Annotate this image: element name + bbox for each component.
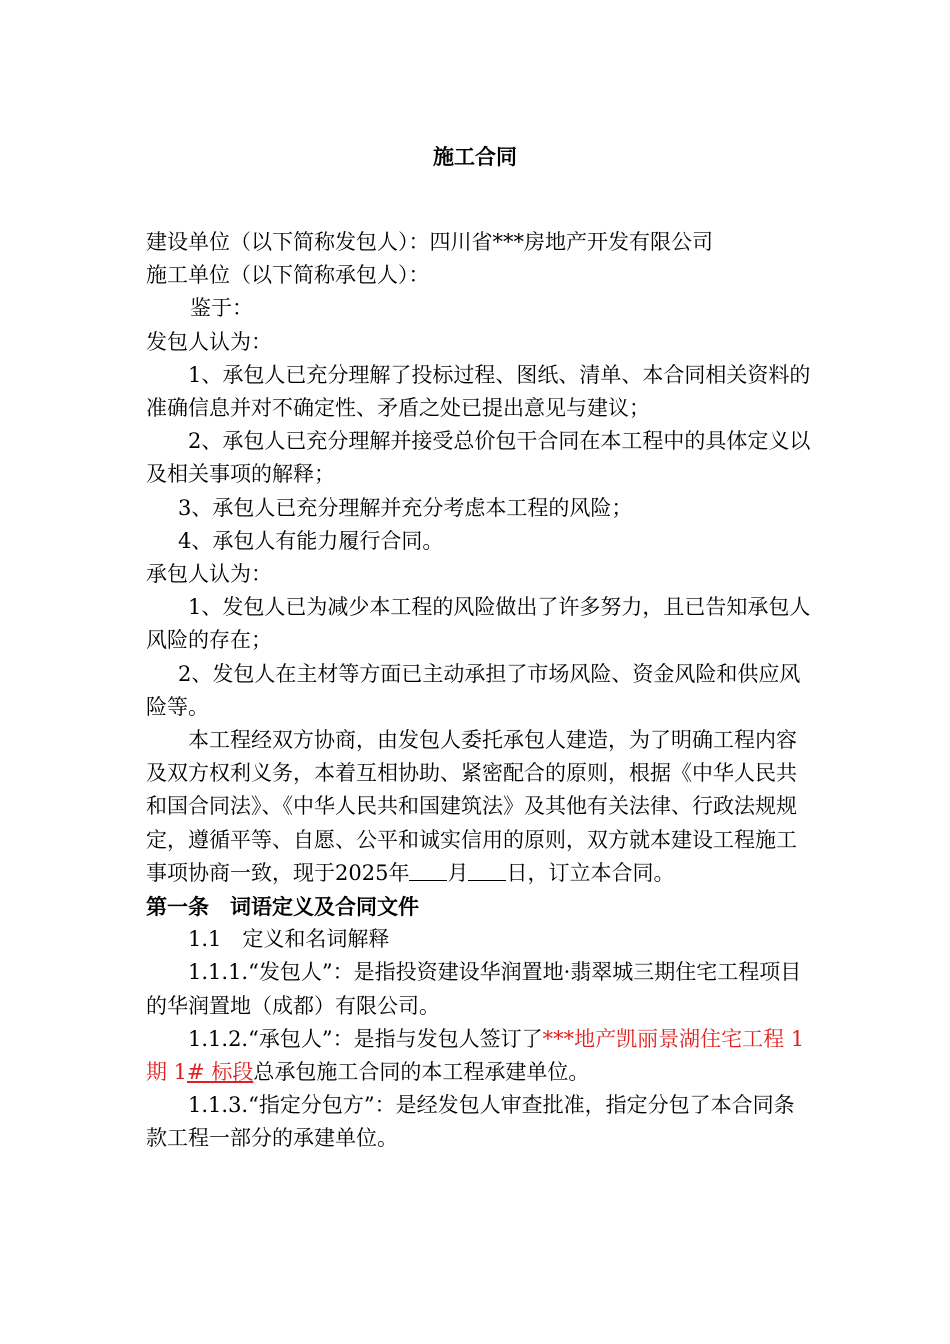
employer-item-4: 4、承包人有能力履行合同。 [178, 528, 444, 553]
month-blank[interactable] [409, 858, 447, 881]
definition-contractor-suffix: 总承包施工合同的本工程承建单位。 [253, 1060, 590, 1085]
contractor-line: 施工单位（以下简称承包人）： [146, 263, 430, 288]
contractor-item-1: 1、发包人已为减少本工程的风险做出了许多努力，且已告知承包人风险的存在； [146, 595, 811, 653]
lot-name-highlight: # 标段 [187, 1060, 254, 1085]
employer-item-1: 1、承包人已充分理解了投标过程、图纸、清单、本合同相关资料的准确信息并对不确定性、矛盾之处已提出意见与建议； [146, 362, 811, 421]
article-1-heading: 第一条 词语定义及合同文件 [146, 894, 419, 920]
agreement-text-before: 本工程经双方协商，由发包人委托承包人建造，为了明确工程内容及双方权利义务，本着互相协助、紧密配合的原则，根据《中华人民共和国合同法》、《中华人民共和国建筑法》及其他有关法律、行政法规规定，遵循平等、自愿、公平和诚实信用的原则，双方就本建设工程施工事项协商一致，现于 [146, 728, 797, 885]
contractor-considers-heading: 承包人认为： [146, 562, 272, 587]
definition-nominated-subcontractor: 1.1.3.“指定分包方”：是经发包人审查批准，指定分包了本合同条款工程一部分的承建单位。 [146, 1093, 795, 1151]
agreement-text-after: ，订立本合同。 [527, 860, 675, 885]
agreement-year: 2025 [335, 860, 389, 885]
project-name-highlight: ***地产凯丽景湖住宅工程 1 期 1 [146, 1026, 805, 1085]
agreement-month-unit: 月 [447, 860, 469, 885]
definition-contractor [146, 1023, 811, 1089]
employer-considers-heading: 发包人认为： [146, 329, 272, 354]
agreement-paragraph [146, 724, 811, 890]
agreement-year-unit: 年 [388, 860, 410, 885]
agreement-day-unit: 日 [506, 860, 528, 885]
whereas-label: 鉴于： [190, 296, 253, 321]
definition-employer: 1.1.1.“发包人”：是指投资建设华润置地·翡翠城三期住宅工程项目的华润置地（成都）有限公司。 [146, 960, 802, 1018]
employer-item-3: 3、承包人已充分理解并充分考虑本工程的风险； [178, 495, 633, 520]
contractor-item-2: 2、发包人在主材等方面已主动承担了市场风险、资金风险和供应风险等。 [146, 661, 801, 719]
document-body [146, 226, 811, 1156]
day-blank[interactable] [468, 858, 506, 881]
definition-contractor-prefix: 1.1.2.“承包人”：是指与发包人签订了 [188, 1026, 543, 1051]
employer-item-2: 2、承包人已充分理解并接受总价包干合同在本工程中的具体定义以及相关事项的解释； [146, 429, 811, 487]
document-title: 施工合同 [433, 144, 517, 169]
employer-line: 建设单位（以下简称发包人）：四川省***房地产开发有限公司 [146, 230, 713, 254]
article-1-sub-heading: 1.1 定义和名词解释 [188, 927, 390, 952]
